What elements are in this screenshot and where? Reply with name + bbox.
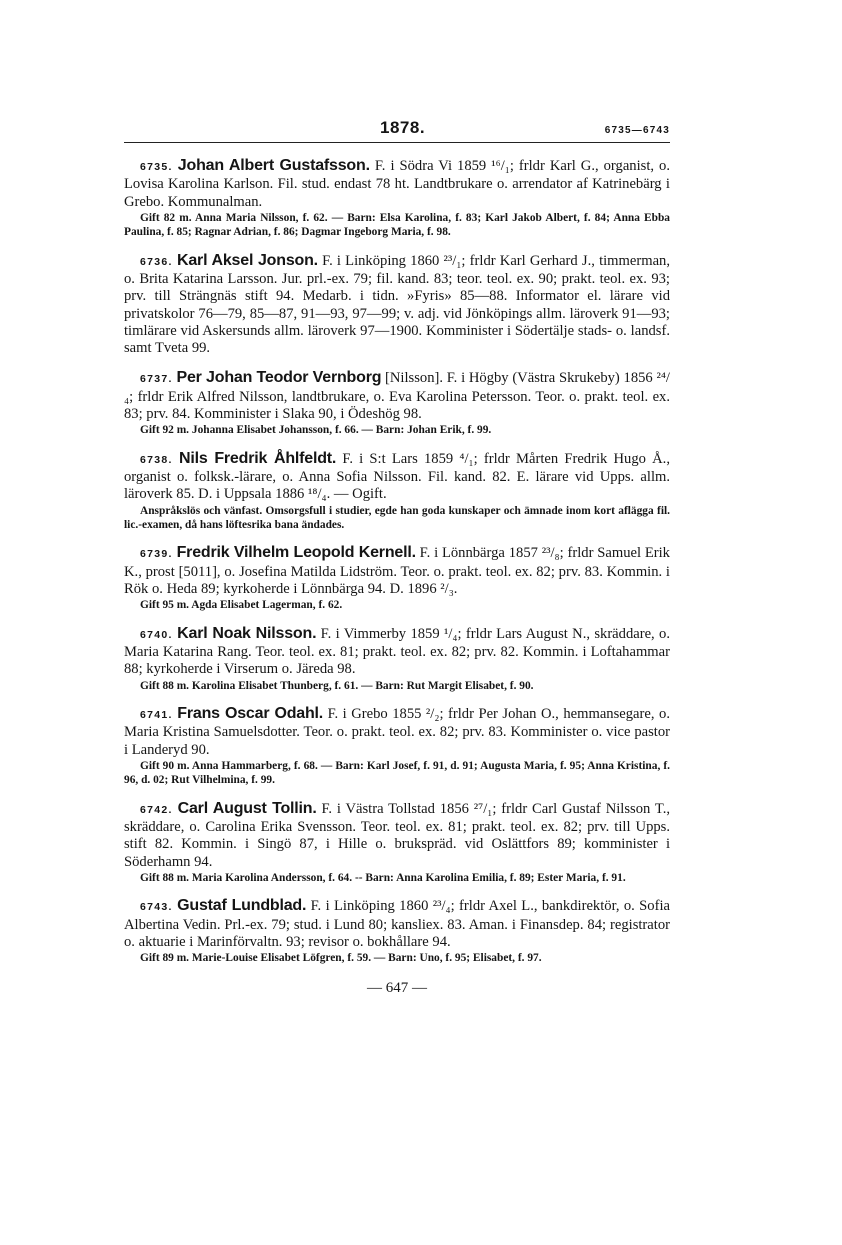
entry-text: F. i Västra Tollstad 1856 ²⁷/₁; frldr Carl Gustaf Nilsson T., skräddare, o. Carolina Erika Svensson. Teor. teol. ex. 81; prakt. teol. ex. 82; prv. till Upps. stift 82. Kommin. i Singö 87, i Hille o. brukspräd. vid Oslättfors 89; komminister i Söderhamn 94. [124, 800, 670, 870]
entry-name: Nils Fredrik Åhlfeldt. [178, 449, 337, 467]
entry-body [124, 625, 670, 679]
entry-body [124, 897, 670, 951]
entry-text: F. i Linköping 1860 ²³/₁; frldr Karl Gerhard J., timmerman, o. Brita Katarina Larsson. Jur. prl.-ex. 79; fil. kand. 83; teor. teol. ex. 90; prakt. teol. ex. 93; prv. till Strängnäs stift 94. Medarb. i tidn. »Fyris» 85—88. Informator el. lärare vid privatskolor 76—79, 85—87, 91—93, 97—99; v. adj. vid Jönköpings allm. läroverk 91—93; timlärare vid Askersunds allm. läroverk 97—1900. Komminister i Södertälje stads- o. landsf. samt Tveta 99. [124, 252, 670, 357]
entry-name: Fredrik Vilhelm Leopold Kernell. [176, 544, 416, 562]
entry-text: F. i S:t Lars 1859 ⁴/₁; frldr Mårten Fredrik Hugo Å., organist o. folksk.-lärare, o. Anna Sofia Nilsson. Fil. kand. 82. E. lärare vid Upps. allm. läroverk 85. D. i Uppsala 1886 ¹⁸/₄. — Ogift. [124, 450, 670, 503]
entry-family: Gift 90 m. Anna Hammarberg, f. 68. — Barn: Karl Josef, f. 91, d. 91; Augusta Maria, f. 95; Anna Kristina, f. 96, d. 02; Rut Vilhelmina, f. 99. [124, 759, 670, 787]
entry-number: 6737. [140, 373, 173, 386]
entry-number: 6736. [140, 255, 173, 268]
entry-6736 [124, 252, 670, 358]
entry-number: 6739. [140, 548, 173, 561]
entry-6737 [124, 369, 670, 437]
entry-body [124, 450, 670, 504]
page-number: — 647 — [367, 980, 427, 996]
header-entry-range: 6735—6743 [604, 125, 670, 136]
entry-number: 6743. [140, 901, 173, 914]
entry-text: [Nilsson]. F. i Högby (Västra Skrukeby) 1856 ²⁴/₄; frldr Erik Alfred Nilsson, landtbrukare, o. Eva Karolina Petersson. Teor. o. prakt. teol. ex. 83; prv. 84. Komminister i Slaka 90, i Ödeshög 98. [124, 370, 670, 423]
entry-text: F. i Lönnbärga 1857 ²³/₈; frldr Samuel Erik K., prost [5011], o. Josefina Matilda Lidström. Teor. o. prakt. teol. ex. 82; prv. 83. Kommin. i Rök o. Heda 89; kyrkoherde i Lönnbärga 94. D. 1896 ²/₃. [124, 545, 670, 598]
entry-list [124, 157, 670, 966]
page-header [124, 118, 670, 143]
entry-name: Karl Noak Nilsson. [177, 624, 317, 642]
entry-body [124, 800, 670, 871]
entry-name: Gustaf Lundblad. [177, 897, 307, 915]
entry-6743 [124, 897, 670, 965]
entry-name: Per Johan Teodor Vernborg [176, 369, 382, 387]
entry-body [124, 252, 670, 358]
header-year: 1878. [380, 118, 426, 137]
entry-family: Gift 82 m. Anna Maria Nilsson, f. 62. — Barn: Elsa Karolina, f. 83; Karl Jakob Albert, f. 84; Anna Ebba Paulina, f. 85; Ragnar Adrian, f. 86; Dagmar Ingeborg Maria, f. 98. [124, 211, 670, 239]
entry-body [124, 544, 670, 598]
entry-6739 [124, 544, 670, 612]
entry-text: F. i Linköping 1860 ²³/₄; frldr Axel L., bankdirektör, o. Sofia Albertina Vedin. Prl.-ex. 79; stud. i Lund 80; kansliex. 83. Aman. i Finansdep. 84; registrator o. aktuarie i Marinförvaltn. 93; revisor o. bokhållare 94. [124, 898, 670, 950]
entry-name: Frans Oscar Odahl. [177, 705, 324, 723]
entry-note: Anspråkslös och vänfast. Omsorgsfull i studier, egde han goda kunskaper och ämnade inom kort aflägga fil. lic.-examen, då hans löftesrika bana ändades. [124, 504, 670, 532]
entry-name: Karl Aksel Jonson. [176, 251, 318, 269]
entry-body [124, 157, 670, 211]
entry-family: Gift 88 m. Maria Karolina Andersson, f. 64. -- Barn: Anna Karolina Emilia, f. 89; Ester Maria, f. 91. [140, 871, 626, 884]
entry-body [124, 705, 670, 759]
entry-name: Johan Albert Gustafsson. [177, 157, 370, 174]
page [124, 118, 671, 996]
entry-6742 [124, 800, 670, 886]
entry-6735 [124, 157, 670, 240]
entry-body [124, 369, 670, 423]
entry-number: 6740. [140, 628, 173, 641]
entry-family: Gift 95 m. Agda Elisabet Lagerman, f. 62. [140, 599, 343, 612]
entry-family: Gift 88 m. Karolina Elisabet Thunberg, f. 61. — Barn: Rut Margit Elisabet, f. 90. [140, 679, 534, 692]
entry-6740 [124, 625, 670, 693]
entry-number: 6742. [140, 803, 173, 816]
entry-family: Gift 92 m. Johanna Elisabet Johansson, f. 66. — Barn: Johan Erik, f. 99. [140, 424, 492, 437]
entry-6741 [124, 705, 670, 788]
entry-name: Carl August Tollin. [177, 799, 317, 817]
entry-text: F. i Vimmerby 1859 ¹/₄; frldr Lars August N., skräddare, o. Maria Katarina Rang. Teor. teol. ex. 81; prakt. teol. ex. 82; prv. 82. Kommin. i Loftahammar 88; kyrkoherde i Virserum o. Järeda 98. [124, 625, 671, 678]
entry-number: 6735. [140, 161, 173, 173]
entry-family: Gift 89 m. Marie-Louise Elisabet Löfgren, f. 59. — Barn: Uno, f. 95; Elisabet, f. 97. [140, 952, 542, 965]
entry-text: F. i Grebo 1855 ²/₂; frldr Per Johan O., hemmansegare, o. Maria Kristina Samuelsdotter. Teor. o. prakt. teol. ex. 82; prv. 83. Komminister o. vice pastor i Landeryd 90. [124, 706, 670, 758]
entry-6738 [124, 450, 670, 533]
entry-text: F. i Södra Vi 1859 ¹⁶/₁; frldr Karl G., organist, o. Lovisa Karolina Karlson. Fil. stud. endast 78 ht. Landtbrukare o. arrendator af Katrinebärg i Grebo. Kommunalman. [124, 158, 670, 210]
entry-number: 6741. [140, 709, 173, 722]
entry-number: 6738. [140, 453, 173, 466]
